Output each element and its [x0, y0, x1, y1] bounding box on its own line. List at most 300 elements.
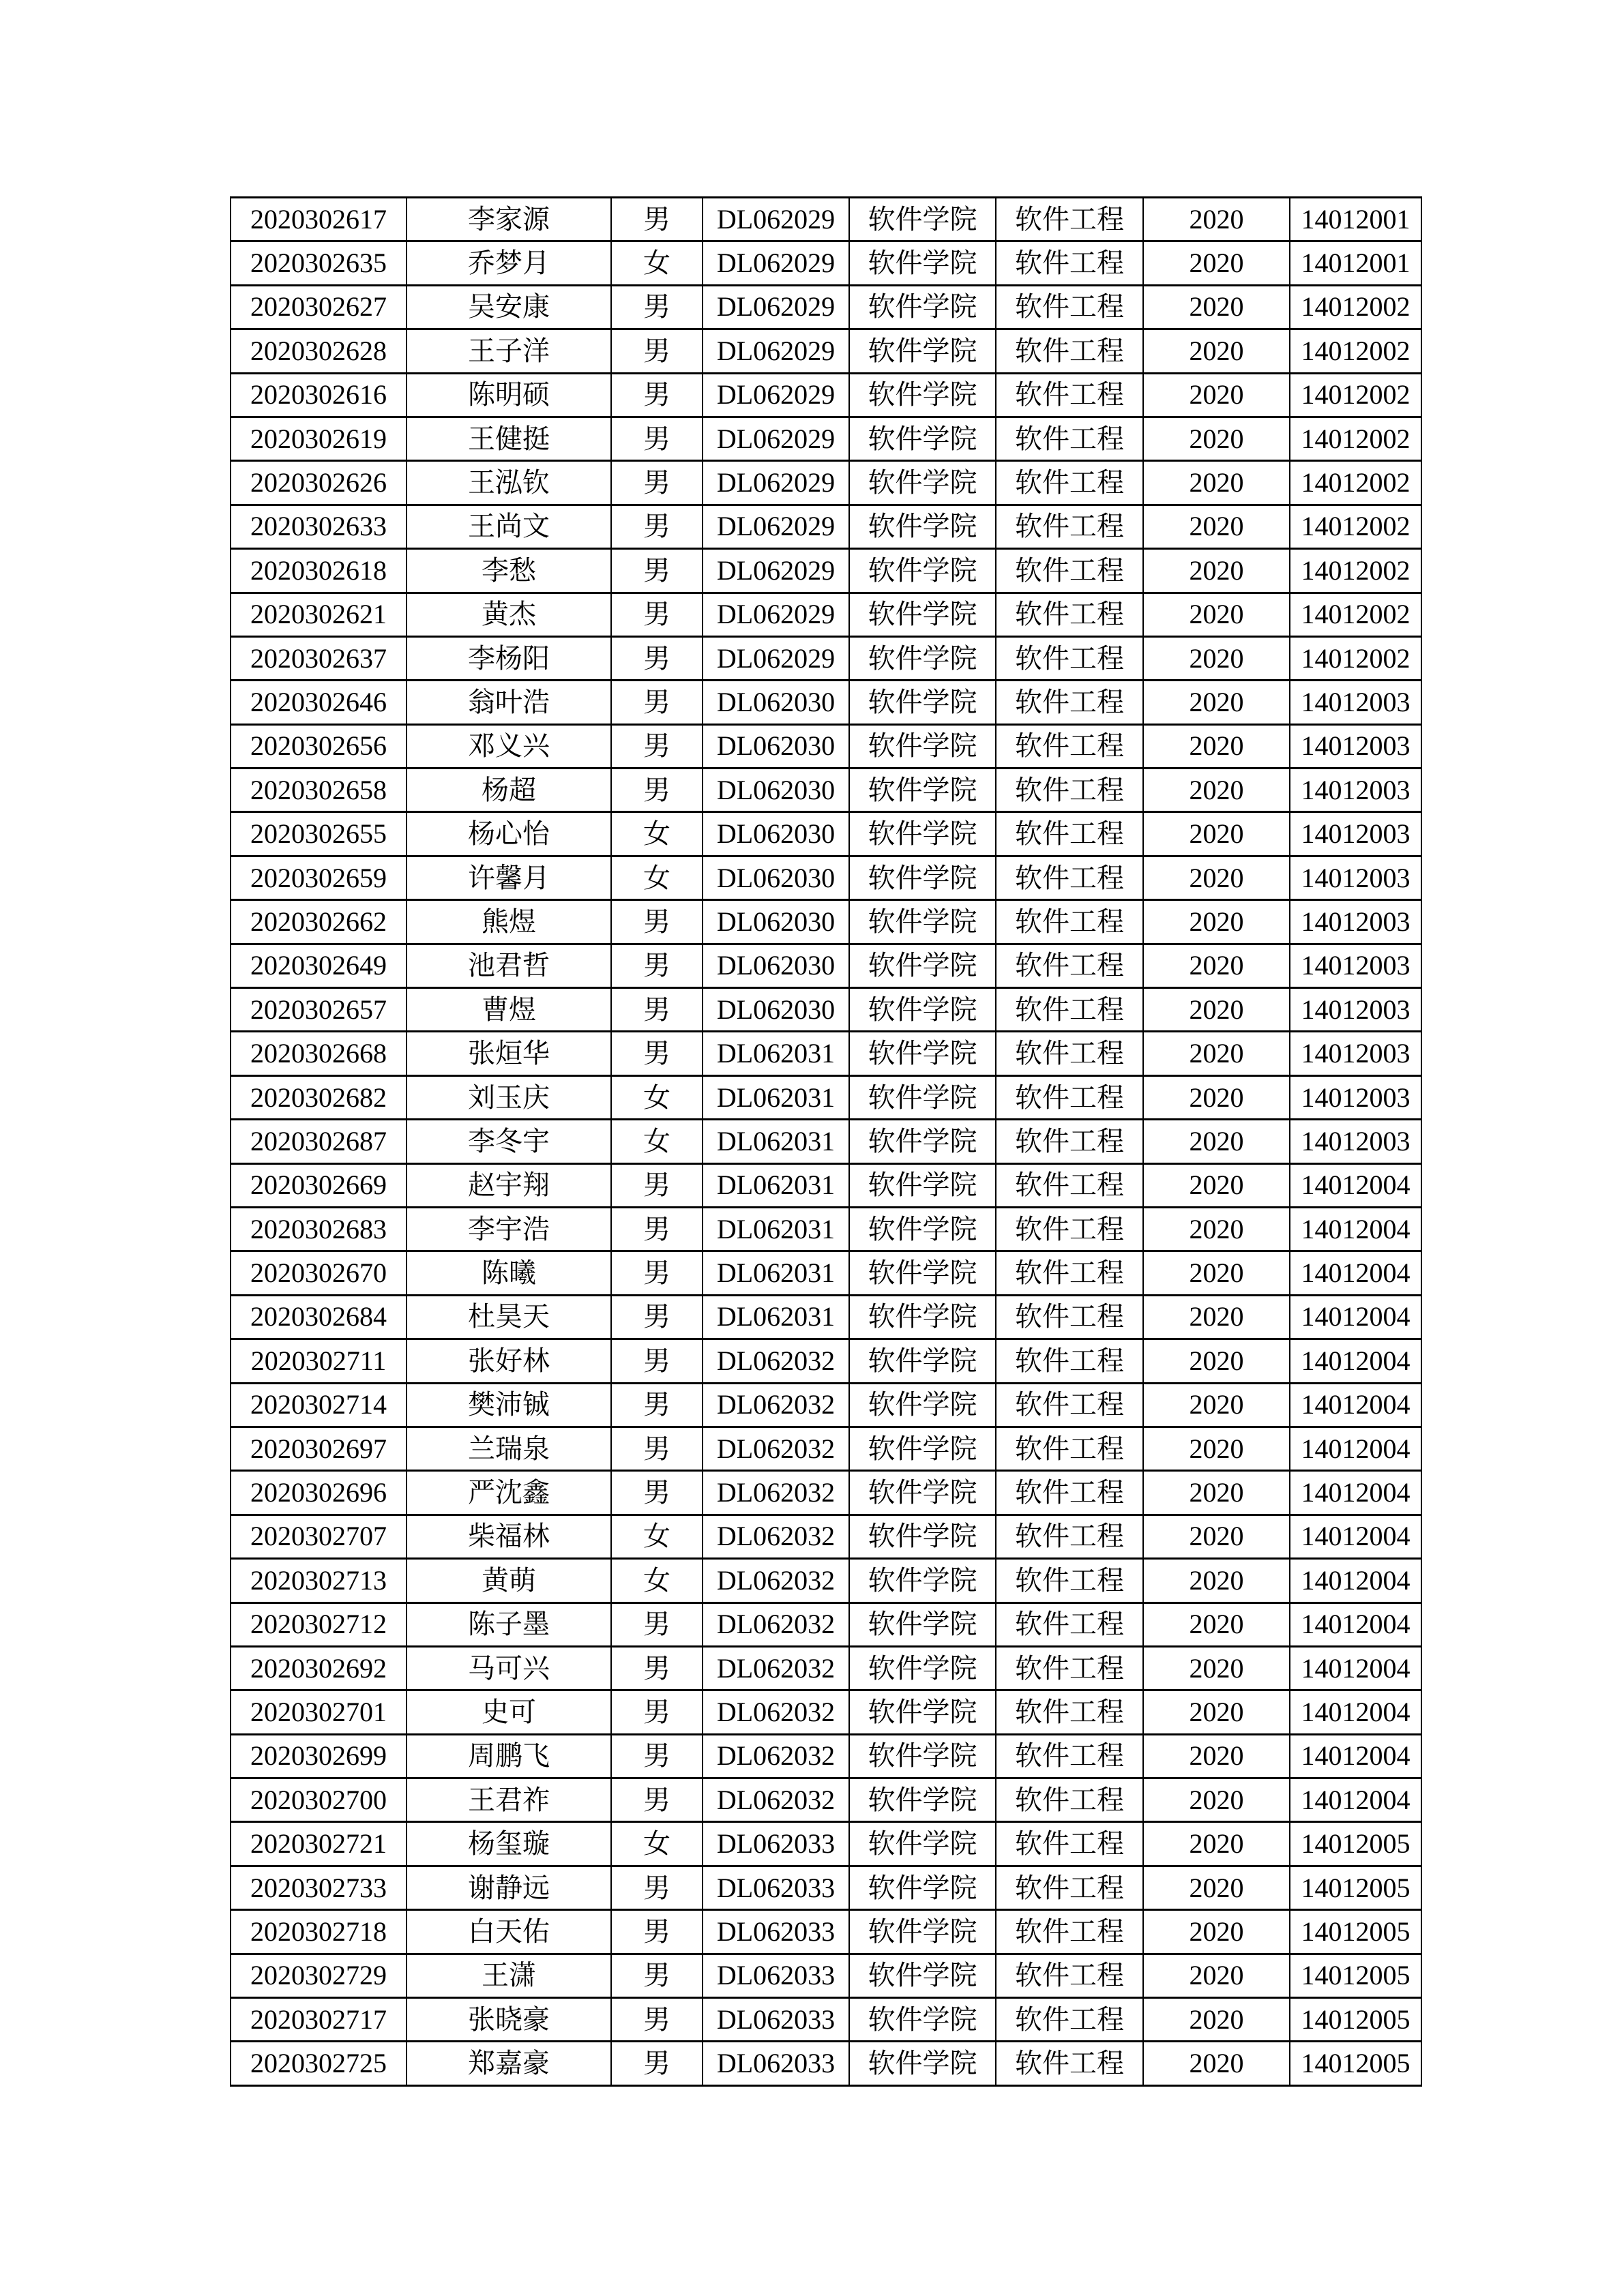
cell-year: 2020: [1143, 549, 1290, 593]
cell-college: 软件学院: [849, 724, 996, 768]
table-row: [231, 1075, 1421, 1119]
cell-gender: 男: [611, 1339, 703, 1383]
cell-major: 软件工程: [996, 724, 1143, 768]
cell-major-code: 14012003: [1290, 900, 1421, 944]
cell-student-id: 2020302649: [231, 944, 407, 987]
cell-student-id: 2020302696: [231, 1471, 407, 1515]
cell-student-id: 2020302692: [231, 1646, 407, 1690]
cell-student-id: 2020302729: [231, 1954, 407, 1997]
table-row: [231, 241, 1421, 285]
cell-class-code: DL062032: [703, 1690, 849, 1734]
cell-college: 软件学院: [849, 1822, 996, 1866]
cell-major-code: 14012002: [1290, 505, 1421, 548]
cell-year: 2020: [1143, 2042, 1290, 2085]
cell-major: 软件工程: [996, 1515, 1143, 1558]
cell-year: 2020: [1143, 1032, 1290, 1075]
cell-class-code: DL062030: [703, 724, 849, 768]
cell-major-code: 14012005: [1290, 2042, 1421, 2085]
cell-class-code: DL062029: [703, 241, 849, 285]
cell-class-code: DL062029: [703, 285, 849, 329]
table-row: [231, 1559, 1421, 1602]
cell-major-code: 14012003: [1290, 812, 1421, 856]
cell-class-code: DL062031: [703, 1207, 849, 1251]
cell-college: 软件学院: [849, 1602, 996, 1646]
cell-student-id: 2020302669: [231, 1163, 407, 1207]
cell-major-code: 14012005: [1290, 1866, 1421, 1909]
cell-major-code: 14012002: [1290, 461, 1421, 505]
cell-gender: 女: [611, 856, 703, 899]
cell-gender: 男: [611, 1383, 703, 1427]
cell-major: 软件工程: [996, 1383, 1143, 1427]
table-row: [231, 1866, 1421, 1909]
cell-major: 软件工程: [996, 1690, 1143, 1734]
table-row: [231, 505, 1421, 548]
cell-college: 软件学院: [849, 2042, 996, 2085]
cell-gender: 男: [611, 900, 703, 944]
cell-year: 2020: [1143, 1690, 1290, 1734]
cell-major: 软件工程: [996, 1602, 1143, 1646]
cell-gender: 女: [611, 1515, 703, 1558]
cell-class-code: DL062031: [703, 1251, 849, 1295]
cell-gender: 男: [611, 329, 703, 373]
cell-student-name: 白天佑: [407, 1910, 611, 1954]
table-row: [231, 1339, 1421, 1383]
cell-year: 2020: [1143, 1207, 1290, 1251]
cell-year: 2020: [1143, 285, 1290, 329]
cell-major-code: 14012004: [1290, 1339, 1421, 1383]
cell-major: 软件工程: [996, 1471, 1143, 1515]
cell-major: 软件工程: [996, 505, 1143, 548]
cell-gender: 男: [611, 944, 703, 987]
cell-student-name: 李家源: [407, 198, 611, 241]
cell-college: 软件学院: [849, 505, 996, 548]
table-row: [231, 944, 1421, 987]
cell-major: 软件工程: [996, 1910, 1143, 1954]
cell-major: 软件工程: [996, 1251, 1143, 1295]
cell-major: 软件工程: [996, 1032, 1143, 1075]
cell-student-id: 2020302627: [231, 285, 407, 329]
cell-major: 软件工程: [996, 1120, 1143, 1163]
cell-student-id: 2020302682: [231, 1075, 407, 1119]
cell-college: 软件学院: [849, 1559, 996, 1602]
cell-college: 软件学院: [849, 593, 996, 636]
table-row: [231, 1427, 1421, 1470]
table-row: [231, 1910, 1421, 1954]
table-row: [231, 1163, 1421, 1207]
cell-student-name: 陈明硕: [407, 373, 611, 417]
cell-student-id: 2020302718: [231, 1910, 407, 1954]
cell-college: 软件学院: [849, 1910, 996, 1954]
cell-class-code: DL062030: [703, 769, 849, 812]
cell-major-code: 14012004: [1290, 1295, 1421, 1339]
cell-year: 2020: [1143, 1427, 1290, 1470]
cell-college: 软件学院: [849, 373, 996, 417]
table-row: [231, 285, 1421, 329]
cell-student-name: 李杨阳: [407, 636, 611, 680]
cell-gender: 男: [611, 373, 703, 417]
cell-major-code: 14012004: [1290, 1471, 1421, 1515]
cell-student-id: 2020302721: [231, 1822, 407, 1866]
cell-student-name: 杨玺璇: [407, 1822, 611, 1866]
cell-college: 软件学院: [849, 1383, 996, 1427]
cell-college: 软件学院: [849, 285, 996, 329]
cell-major: 软件工程: [996, 1822, 1143, 1866]
cell-major: 软件工程: [996, 329, 1143, 373]
cell-gender: 男: [611, 769, 703, 812]
cell-major-code: 14012002: [1290, 549, 1421, 593]
cell-class-code: DL062031: [703, 1075, 849, 1119]
cell-major-code: 14012003: [1290, 944, 1421, 987]
cell-year: 2020: [1143, 900, 1290, 944]
cell-gender: 男: [611, 1602, 703, 1646]
table-row: [231, 812, 1421, 856]
cell-gender: 男: [611, 1646, 703, 1690]
cell-college: 软件学院: [849, 1032, 996, 1075]
cell-student-id: 2020302658: [231, 769, 407, 812]
cell-student-id: 2020302707: [231, 1515, 407, 1558]
cell-student-id: 2020302657: [231, 988, 407, 1032]
cell-student-name: 李宇浩: [407, 1207, 611, 1251]
table-row: [231, 636, 1421, 680]
cell-class-code: DL062029: [703, 505, 849, 548]
cell-major-code: 14012005: [1290, 1998, 1421, 2042]
cell-major: 软件工程: [996, 2042, 1143, 2085]
table-row: [231, 681, 1421, 724]
cell-gender: 男: [611, 636, 703, 680]
cell-student-name: 郑嘉豪: [407, 2042, 611, 2085]
cell-gender: 女: [611, 1075, 703, 1119]
cell-student-name: 黄萌: [407, 1559, 611, 1602]
cell-college: 软件学院: [849, 681, 996, 724]
cell-major: 软件工程: [996, 1339, 1143, 1383]
cell-class-code: DL062029: [703, 329, 849, 373]
table-row: [231, 1383, 1421, 1427]
cell-student-name: 赵宇翔: [407, 1163, 611, 1207]
cell-student-id: 2020302616: [231, 373, 407, 417]
cell-gender: 男: [611, 461, 703, 505]
cell-student-id: 2020302617: [231, 198, 407, 241]
cell-class-code: DL062032: [703, 1602, 849, 1646]
cell-class-code: DL062032: [703, 1427, 849, 1470]
cell-college: 软件学院: [849, 461, 996, 505]
cell-student-id: 2020302662: [231, 900, 407, 944]
cell-year: 2020: [1143, 724, 1290, 768]
cell-college: 软件学院: [849, 1998, 996, 2042]
cell-gender: 女: [611, 241, 703, 285]
cell-gender: 男: [611, 505, 703, 548]
student-roster-table: [230, 196, 1422, 2087]
cell-student-id: 2020302699: [231, 1734, 407, 1778]
cell-student-id: 2020302656: [231, 724, 407, 768]
cell-student-name: 黄杰: [407, 593, 611, 636]
cell-college: 软件学院: [849, 1866, 996, 1909]
cell-gender: 男: [611, 1427, 703, 1470]
cell-major-code: 14012005: [1290, 1910, 1421, 1954]
cell-student-name: 吴安康: [407, 285, 611, 329]
cell-student-id: 2020302725: [231, 2042, 407, 2085]
cell-student-id: 2020302619: [231, 417, 407, 460]
cell-class-code: DL062029: [703, 417, 849, 460]
cell-major: 软件工程: [996, 856, 1143, 899]
cell-student-id: 2020302670: [231, 1251, 407, 1295]
cell-year: 2020: [1143, 1822, 1290, 1866]
cell-major: 软件工程: [996, 1734, 1143, 1778]
table-row: [231, 1120, 1421, 1163]
cell-student-name: 陈曦: [407, 1251, 611, 1295]
table-row: [231, 1690, 1421, 1734]
cell-major-code: 14012003: [1290, 1075, 1421, 1119]
cell-year: 2020: [1143, 1471, 1290, 1515]
cell-year: 2020: [1143, 1734, 1290, 1778]
cell-student-id: 2020302626: [231, 461, 407, 505]
cell-student-name: 谢静远: [407, 1866, 611, 1909]
cell-student-id: 2020302646: [231, 681, 407, 724]
cell-college: 软件学院: [849, 1646, 996, 1690]
cell-major: 软件工程: [996, 1295, 1143, 1339]
cell-major-code: 14012003: [1290, 988, 1421, 1032]
cell-year: 2020: [1143, 198, 1290, 241]
cell-year: 2020: [1143, 1120, 1290, 1163]
cell-major: 软件工程: [996, 681, 1143, 724]
cell-student-id: 2020302635: [231, 241, 407, 285]
cell-student-id: 2020302668: [231, 1032, 407, 1075]
cell-student-name: 王潇: [407, 1954, 611, 1997]
cell-major-code: 14012004: [1290, 1690, 1421, 1734]
cell-college: 软件学院: [849, 417, 996, 460]
table-row: [231, 198, 1421, 241]
table-row: [231, 329, 1421, 373]
cell-major: 软件工程: [996, 1646, 1143, 1690]
cell-major: 软件工程: [996, 769, 1143, 812]
cell-major-code: 14012002: [1290, 373, 1421, 417]
cell-major-code: 14012005: [1290, 1822, 1421, 1866]
cell-college: 软件学院: [849, 1471, 996, 1515]
cell-major: 软件工程: [996, 1778, 1143, 1822]
cell-student-id: 2020302712: [231, 1602, 407, 1646]
table-row: [231, 769, 1421, 812]
cell-major-code: 14012004: [1290, 1559, 1421, 1602]
table-row: [231, 1207, 1421, 1251]
cell-gender: 男: [611, 285, 703, 329]
cell-class-code: DL062032: [703, 1471, 849, 1515]
cell-year: 2020: [1143, 373, 1290, 417]
cell-student-id: 2020302637: [231, 636, 407, 680]
cell-major: 软件工程: [996, 593, 1143, 636]
cell-student-name: 史可: [407, 1690, 611, 1734]
cell-college: 软件学院: [849, 1778, 996, 1822]
cell-student-id: 2020302633: [231, 505, 407, 548]
cell-student-name: 严沈鑫: [407, 1471, 611, 1515]
cell-year: 2020: [1143, 769, 1290, 812]
cell-class-code: DL062032: [703, 1515, 849, 1558]
cell-major: 软件工程: [996, 1866, 1143, 1909]
cell-major-code: 14012002: [1290, 329, 1421, 373]
table-row: [231, 1251, 1421, 1295]
table-row: [231, 373, 1421, 417]
cell-gender: 男: [611, 1866, 703, 1909]
table-row: [231, 593, 1421, 636]
cell-year: 2020: [1143, 856, 1290, 899]
cell-college: 软件学院: [849, 1163, 996, 1207]
cell-gender: 男: [611, 1690, 703, 1734]
cell-student-id: 2020302713: [231, 1559, 407, 1602]
table-row: [231, 549, 1421, 593]
cell-major: 软件工程: [996, 812, 1143, 856]
cell-student-name: 王健挺: [407, 417, 611, 460]
cell-student-id: 2020302687: [231, 1120, 407, 1163]
cell-college: 软件学院: [849, 198, 996, 241]
cell-class-code: DL062029: [703, 636, 849, 680]
cell-gender: 男: [611, 1032, 703, 1075]
cell-year: 2020: [1143, 593, 1290, 636]
cell-gender: 男: [611, 1734, 703, 1778]
cell-year: 2020: [1143, 1251, 1290, 1295]
cell-major-code: 14012003: [1290, 1032, 1421, 1075]
cell-college: 软件学院: [849, 1690, 996, 1734]
cell-class-code: DL062032: [703, 1734, 849, 1778]
cell-major: 软件工程: [996, 1954, 1143, 1997]
cell-class-code: DL062033: [703, 2042, 849, 2085]
cell-major: 软件工程: [996, 1559, 1143, 1602]
cell-student-id: 2020302697: [231, 1427, 407, 1470]
cell-major-code: 14012003: [1290, 1120, 1421, 1163]
cell-student-name: 杜昊天: [407, 1295, 611, 1339]
cell-class-code: DL062030: [703, 900, 849, 944]
cell-major: 软件工程: [996, 900, 1143, 944]
cell-student-name: 池君哲: [407, 944, 611, 987]
cell-year: 2020: [1143, 1295, 1290, 1339]
cell-major: 软件工程: [996, 1998, 1143, 2042]
cell-major-code: 14012004: [1290, 1207, 1421, 1251]
cell-major-code: 14012005: [1290, 1954, 1421, 1997]
cell-student-name: 邓义兴: [407, 724, 611, 768]
cell-major-code: 14012001: [1290, 241, 1421, 285]
cell-student-id: 2020302717: [231, 1998, 407, 2042]
cell-gender: 男: [611, 593, 703, 636]
cell-class-code: DL062029: [703, 198, 849, 241]
cell-year: 2020: [1143, 329, 1290, 373]
cell-student-id: 2020302683: [231, 1207, 407, 1251]
cell-student-name: 杨超: [407, 769, 611, 812]
cell-major: 软件工程: [996, 1427, 1143, 1470]
cell-student-name: 曹煜: [407, 988, 611, 1032]
cell-class-code: DL062029: [703, 549, 849, 593]
cell-student-name: 柴福林: [407, 1515, 611, 1558]
table-row: [231, 1998, 1421, 2042]
table-row: [231, 1778, 1421, 1822]
cell-class-code: DL062032: [703, 1339, 849, 1383]
cell-class-code: DL062032: [703, 1778, 849, 1822]
cell-gender: 男: [611, 1471, 703, 1515]
cell-college: 软件学院: [849, 1734, 996, 1778]
cell-major-code: 14012004: [1290, 1163, 1421, 1207]
table-row: [231, 1646, 1421, 1690]
cell-year: 2020: [1143, 944, 1290, 987]
cell-student-name: 熊煜: [407, 900, 611, 944]
cell-year: 2020: [1143, 636, 1290, 680]
cell-class-code: DL062030: [703, 988, 849, 1032]
cell-gender: 男: [611, 1998, 703, 2042]
cell-major-code: 14012003: [1290, 681, 1421, 724]
cell-year: 2020: [1143, 241, 1290, 285]
cell-class-code: DL062033: [703, 1822, 849, 1866]
cell-year: 2020: [1143, 1998, 1290, 2042]
cell-student-name: 马可兴: [407, 1646, 611, 1690]
cell-student-name: 张好林: [407, 1339, 611, 1383]
cell-student-name: 李愁: [407, 549, 611, 593]
cell-college: 软件学院: [849, 1207, 996, 1251]
cell-student-id: 2020302700: [231, 1778, 407, 1822]
cell-major-code: 14012004: [1290, 1602, 1421, 1646]
cell-class-code: DL062032: [703, 1646, 849, 1690]
cell-class-code: DL062029: [703, 461, 849, 505]
cell-class-code: DL062031: [703, 1120, 849, 1163]
cell-student-name: 翁叶浩: [407, 681, 611, 724]
table-row: [231, 1602, 1421, 1646]
cell-gender: 男: [611, 2042, 703, 2085]
cell-major: 软件工程: [996, 241, 1143, 285]
cell-student-name: 许馨月: [407, 856, 611, 899]
cell-major-code: 14012002: [1290, 593, 1421, 636]
cell-class-code: DL062031: [703, 1032, 849, 1075]
table-row: [231, 461, 1421, 505]
cell-student-name: 张晓豪: [407, 1998, 611, 2042]
cell-major-code: 14012003: [1290, 769, 1421, 812]
cell-college: 软件学院: [849, 1339, 996, 1383]
cell-year: 2020: [1143, 1075, 1290, 1119]
cell-student-name: 陈子墨: [407, 1602, 611, 1646]
cell-major-code: 14012001: [1290, 198, 1421, 241]
cell-class-code: DL062030: [703, 856, 849, 899]
cell-student-id: 2020302701: [231, 1690, 407, 1734]
cell-student-name: 樊沛铖: [407, 1383, 611, 1427]
cell-gender: 女: [611, 1822, 703, 1866]
cell-major: 软件工程: [996, 417, 1143, 460]
cell-year: 2020: [1143, 1954, 1290, 1997]
cell-student-id: 2020302684: [231, 1295, 407, 1339]
cell-year: 2020: [1143, 1910, 1290, 1954]
cell-class-code: DL062031: [703, 1295, 849, 1339]
cell-year: 2020: [1143, 461, 1290, 505]
cell-student-id: 2020302714: [231, 1383, 407, 1427]
cell-class-code: DL062030: [703, 681, 849, 724]
table-row: [231, 856, 1421, 899]
cell-gender: 女: [611, 812, 703, 856]
cell-student-name: 王泓钦: [407, 461, 611, 505]
cell-college: 软件学院: [849, 1427, 996, 1470]
table-row: [231, 1954, 1421, 1997]
cell-gender: 男: [611, 1954, 703, 1997]
cell-gender: 女: [611, 1559, 703, 1602]
cell-student-name: 周鹏飞: [407, 1734, 611, 1778]
table-row: [231, 1471, 1421, 1515]
cell-major: 软件工程: [996, 285, 1143, 329]
cell-major: 软件工程: [996, 1163, 1143, 1207]
cell-year: 2020: [1143, 812, 1290, 856]
cell-student-name: 乔梦月: [407, 241, 611, 285]
table-row: [231, 1734, 1421, 1778]
student-table-body: [231, 198, 1421, 2086]
table-row: [231, 1032, 1421, 1075]
cell-year: 2020: [1143, 1866, 1290, 1909]
cell-student-id: 2020302628: [231, 329, 407, 373]
cell-major-code: 14012004: [1290, 1251, 1421, 1295]
cell-major-code: 14012004: [1290, 1427, 1421, 1470]
cell-year: 2020: [1143, 1339, 1290, 1383]
table-row: [231, 1295, 1421, 1339]
cell-student-id: 2020302659: [231, 856, 407, 899]
cell-college: 软件学院: [849, 988, 996, 1032]
